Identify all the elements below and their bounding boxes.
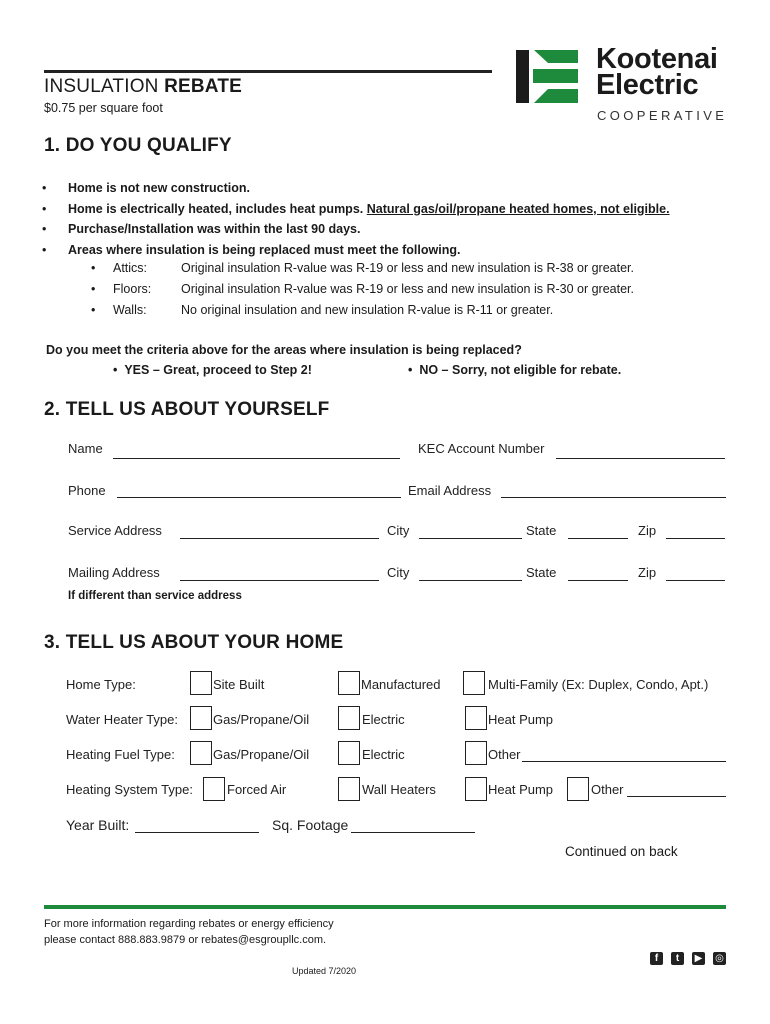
- name-field[interactable]: [113, 458, 400, 459]
- logo-cooperative: COOPERATIVE: [597, 108, 728, 123]
- service-address-field[interactable]: [180, 538, 379, 539]
- home-site-built-checkbox[interactable]: [190, 671, 212, 695]
- water-electric-checkbox[interactable]: [338, 706, 360, 730]
- kec-logo-icon: [516, 50, 578, 103]
- year-built-label: Year Built:: [66, 817, 130, 833]
- water-gas-label: Gas/Propane/Oil: [213, 712, 310, 727]
- service-city-label: City: [387, 523, 410, 538]
- phone-field[interactable]: [117, 497, 401, 498]
- water-heater-label: Water Heater Type:: [66, 712, 178, 727]
- system-wall-heaters-checkbox[interactable]: [338, 777, 360, 801]
- water-heat-pump-label: Heat Pump: [488, 712, 554, 727]
- fuel-gas-checkbox[interactable]: [190, 741, 212, 765]
- fuel-other-label: Other: [488, 747, 521, 762]
- home-multi-family-label: Multi-Family (Ex: Duplex, Condo, Apt.): [488, 677, 709, 692]
- fuel-electric-checkbox[interactable]: [338, 741, 360, 765]
- fuel-other-checkbox[interactable]: [465, 741, 487, 765]
- service-state-field[interactable]: [568, 538, 628, 539]
- account-field[interactable]: [556, 458, 725, 459]
- water-gas-checkbox[interactable]: [190, 706, 212, 730]
- continued-note: Continued on back: [565, 844, 678, 859]
- youtube-icon[interactable]: ▶: [692, 952, 705, 965]
- water-electric-label: Electric: [362, 712, 405, 727]
- system-heat-pump-label: Heat Pump: [488, 782, 554, 797]
- mailing-zip-field[interactable]: [666, 580, 725, 581]
- water-heat-pump-checkbox[interactable]: [465, 706, 487, 730]
- mailing-note: If different than service address: [68, 590, 242, 602]
- heating-system-label: Heating System Type:: [66, 782, 193, 797]
- fuel-gas-label: Gas/Propane/Oil: [213, 747, 310, 762]
- facebook-icon[interactable]: f: [650, 952, 663, 965]
- heating-fuel-label: Heating Fuel Type:: [66, 747, 175, 762]
- mailing-city-field[interactable]: [419, 580, 522, 581]
- answer-no[interactable]: • NO – Sorry, not eligible for rebate.: [408, 363, 622, 377]
- system-other-label: Other: [591, 782, 624, 797]
- service-state-label: State: [526, 523, 557, 538]
- email-label: Email Address: [408, 483, 492, 498]
- sq-footage-label: Sq. Footage: [272, 817, 349, 833]
- system-other-field[interactable]: [627, 796, 726, 797]
- service-city-field[interactable]: [419, 538, 522, 539]
- criteria-item: • Home is not new construction.: [40, 178, 740, 199]
- answer-yes[interactable]: • YES – Great, proceed to Step 2!: [113, 363, 312, 377]
- twitter-icon[interactable]: t: [671, 952, 684, 965]
- criteria-item: • Home is electrically heated, includes heat pumps. Natural gas/oil/propane heated homes, not eligible.: [40, 199, 740, 220]
- footer-contact: For more information regarding rebates or energy efficiency please contact 888.883.9879 or rebates@esgroupllc.com.: [44, 918, 334, 946]
- home-type-label: Home Type:: [66, 677, 136, 692]
- year-built-field[interactable]: [135, 832, 259, 833]
- system-forced-air-label: Forced Air: [227, 782, 287, 797]
- system-forced-air-checkbox[interactable]: [203, 777, 225, 801]
- home-manufactured-checkbox[interactable]: [338, 671, 360, 695]
- service-address-label: Service Address: [68, 523, 162, 538]
- system-wall-heaters-label: Wall Heaters: [362, 782, 436, 797]
- mailing-state-field[interactable]: [568, 580, 628, 581]
- footer-rule: [44, 905, 726, 909]
- service-zip-label: Zip: [638, 523, 657, 538]
- home-manufactured-label: Manufactured: [361, 677, 441, 692]
- fuel-electric-label: Electric: [362, 747, 405, 762]
- account-label: KEC Account Number: [418, 441, 545, 456]
- mailing-address-label: Mailing Address: [68, 565, 160, 580]
- home-multi-family-checkbox[interactable]: [463, 671, 485, 695]
- mailing-address-field[interactable]: [180, 580, 379, 581]
- phone-label: Phone: [68, 483, 106, 498]
- email-field[interactable]: [501, 497, 726, 498]
- rebate-amount: $0.75 per square foot: [44, 101, 163, 115]
- system-heat-pump-checkbox[interactable]: [465, 777, 487, 801]
- service-zip-field[interactable]: [666, 538, 725, 539]
- header-rule: [44, 70, 492, 73]
- fuel-other-field[interactable]: [522, 761, 726, 762]
- criteria-item: • Purchase/Installation was within the last 90 days.: [40, 219, 740, 240]
- mailing-city-label: City: [387, 565, 410, 580]
- criteria-item: • Areas where insulation is being replaced must meet the following.: [40, 240, 740, 261]
- qualify-question: Do you meet the criteria above for the areas where insulation is being replaced?: [46, 343, 522, 357]
- form-title: INSULATION REBATE: [44, 76, 242, 97]
- system-other-checkbox[interactable]: [567, 777, 589, 801]
- home-site-built-label: Site Built: [213, 677, 265, 692]
- criteria-list: [40, 178, 740, 260]
- section-1-heading: 1. DO YOU QUALIFY: [44, 135, 232, 156]
- sq-footage-field[interactable]: [351, 832, 475, 833]
- section-2-heading: 2. TELL US ABOUT YOURSELF: [44, 399, 330, 420]
- ineligible-note: Natural gas/oil/propane heated homes, not eligible.: [366, 201, 670, 216]
- mailing-state-label: State: [526, 565, 557, 580]
- section-3-heading: 3. TELL US ABOUT YOUR HOME: [44, 632, 344, 653]
- mailing-zip-label: Zip: [638, 565, 657, 580]
- updated-date: Updated 7/2020: [292, 966, 357, 976]
- instagram-icon[interactable]: ◎: [713, 952, 726, 965]
- name-label: Name: [68, 441, 103, 456]
- logo-wordmark: Kootenai Electric: [596, 43, 718, 101]
